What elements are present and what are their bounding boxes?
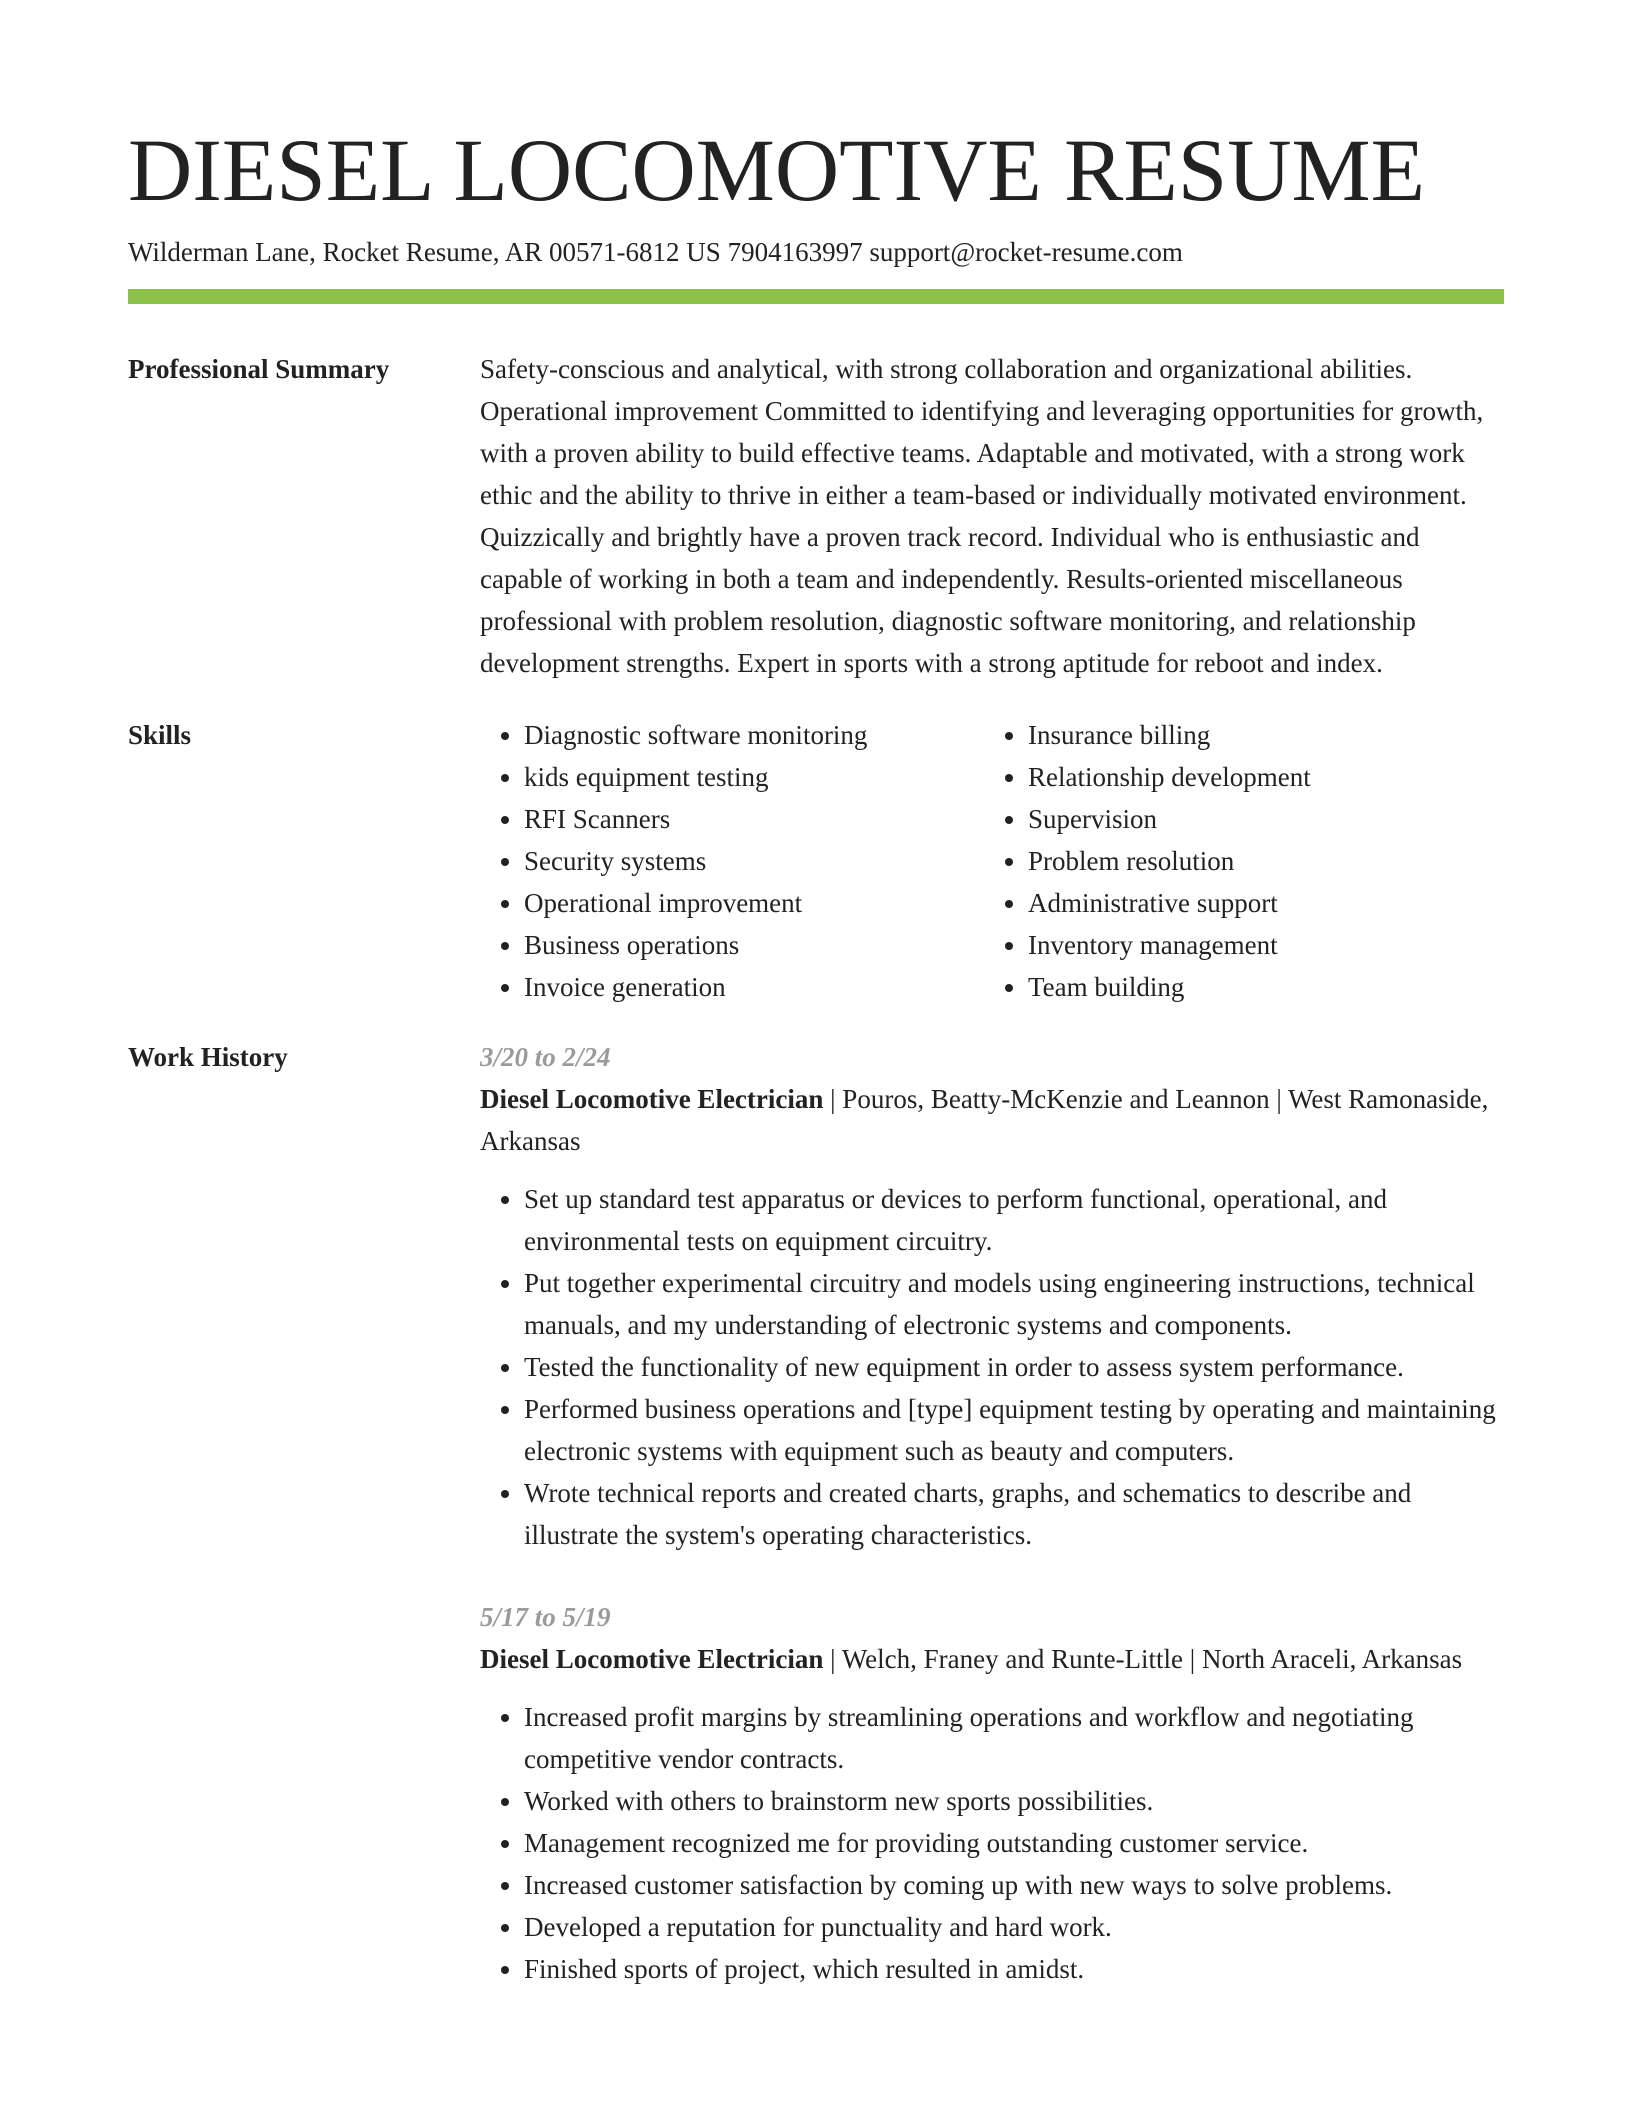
skill-item: • Inventory management: [1028, 924, 1488, 966]
skills-list-right: [984, 714, 1488, 1008]
job-heading: [480, 1078, 1504, 1162]
job-dates: 5/17 to 5/19: [480, 1602, 611, 1632]
job-bullet: • Wrote technical reports and created charts, graphs, and schematics to describe and illustrate the system's operating characteristics.: [524, 1472, 1504, 1556]
job-bullet: • Put together experimental circuitry and models using engineering instructions, technical manuals, and my understanding of electronic systems and components.: [524, 1262, 1504, 1346]
summary-body: [480, 348, 1504, 684]
skill-item: • Insurance billing: [1028, 714, 1488, 756]
skills-list-left: [480, 714, 984, 1008]
job-bullets: [480, 1696, 1504, 1990]
job-bullet: • Worked with others to brainstorm new sports possibilities.: [524, 1780, 1504, 1822]
section-label-work: Work History: [128, 1042, 288, 1072]
work-history-section: [128, 1036, 1504, 1990]
job-entry: [480, 1036, 1504, 1556]
job-heading: [480, 1638, 1504, 1680]
job-entry: [480, 1596, 1504, 1990]
job-bullet: • Set up standard test apparatus or devices to perform functional, operational, and environmental tests on equipment circuitry.: [524, 1178, 1504, 1262]
skill-item: • Diagnostic software monitoring: [524, 714, 984, 756]
skill-item: • Relationship development: [1028, 756, 1488, 798]
job-bullet: • Management recognized me for providing outstanding customer service.: [524, 1822, 1504, 1864]
skill-item: • Problem resolution: [1028, 840, 1488, 882]
job-dates: 3/20 to 2/24: [480, 1042, 611, 1072]
job-title: Diesel Locomotive Electrician: [480, 1084, 824, 1114]
work-body: [480, 1036, 1504, 1990]
job-details: | Welch, Franey and Runte-Little | North Araceli, Arkansas: [823, 1644, 1463, 1674]
skill-item: • kids equipment testing: [524, 756, 984, 798]
skill-item: • Security systems: [524, 840, 984, 882]
skill-item: • Business operations: [524, 924, 984, 966]
summary-text: Safety-conscious and analytical, with strong collaboration and organizational abilities. Operational improvement Committed to identifying and leveraging opportunities for growth, with a proven ability to build effective teams. Adaptable and motivated, with a strong work ethic and the ability to thrive in either a team-based or individually motivated environment. Quizzically and brightly have a proven track record. Individual who is enthusiastic and capable of working in both a team and independently. Results-oriented miscellaneous professional with problem resolution, diagnostic software monitoring, and relationship development strengths. Expert in sports with a strong aptitude for reboot and index.: [480, 354, 1484, 678]
job-bullet: • Developed a reputation for punctuality and hard work.: [524, 1906, 1504, 1948]
skill-item: • Invoice generation: [524, 966, 984, 1008]
job-bullet: • Increased customer satisfaction by coming up with new ways to solve problems.: [524, 1864, 1504, 1906]
job-bullet: • Performed business operations and [type] equipment testing by operating and maintaining electronic systems with equipment such as beauty and computers.: [524, 1388, 1504, 1472]
skill-item: • Administrative support: [1028, 882, 1488, 924]
section-label-summary: Professional Summary: [128, 354, 390, 384]
job-title: Diesel Locomotive Electrician: [480, 1644, 824, 1674]
skill-item: • Operational improvement: [524, 882, 984, 924]
professional-summary-section: [128, 348, 1504, 684]
skills-grid: [480, 714, 1504, 1008]
section-label-skills: Skills: [128, 720, 192, 750]
skill-item: • Team building: [1028, 966, 1488, 1008]
accent-divider: [128, 289, 1504, 304]
skill-item: • Supervision: [1028, 798, 1488, 840]
skill-item: • RFI Scanners: [524, 798, 984, 840]
resume-page: [128, 120, 1504, 1990]
job-bullet: • Increased profit margins by streamlining operations and workflow and negotiating competitive vendor contracts.: [524, 1696, 1504, 1780]
contact-line: Wilderman Lane, Rocket Resume, AR 00571-6812 US 7904163997 support@rocket-resume.com: [128, 237, 1183, 267]
skills-body: [480, 714, 1504, 1008]
job-details: | Pouros, Beatty-McKenzie and Leannon | West Ramonaside, Arkansas: [480, 1084, 1489, 1156]
skills-section: [128, 714, 1504, 1008]
job-bullets: [480, 1178, 1504, 1556]
resume-name: DIESEL LOCOMOTIVE RESUME: [128, 122, 1426, 220]
job-bullet: • Tested the functionality of new equipment in order to assess system performance.: [524, 1346, 1504, 1388]
job-bullet: • Finished sports of project, which resulted in amidst.: [524, 1948, 1504, 1990]
